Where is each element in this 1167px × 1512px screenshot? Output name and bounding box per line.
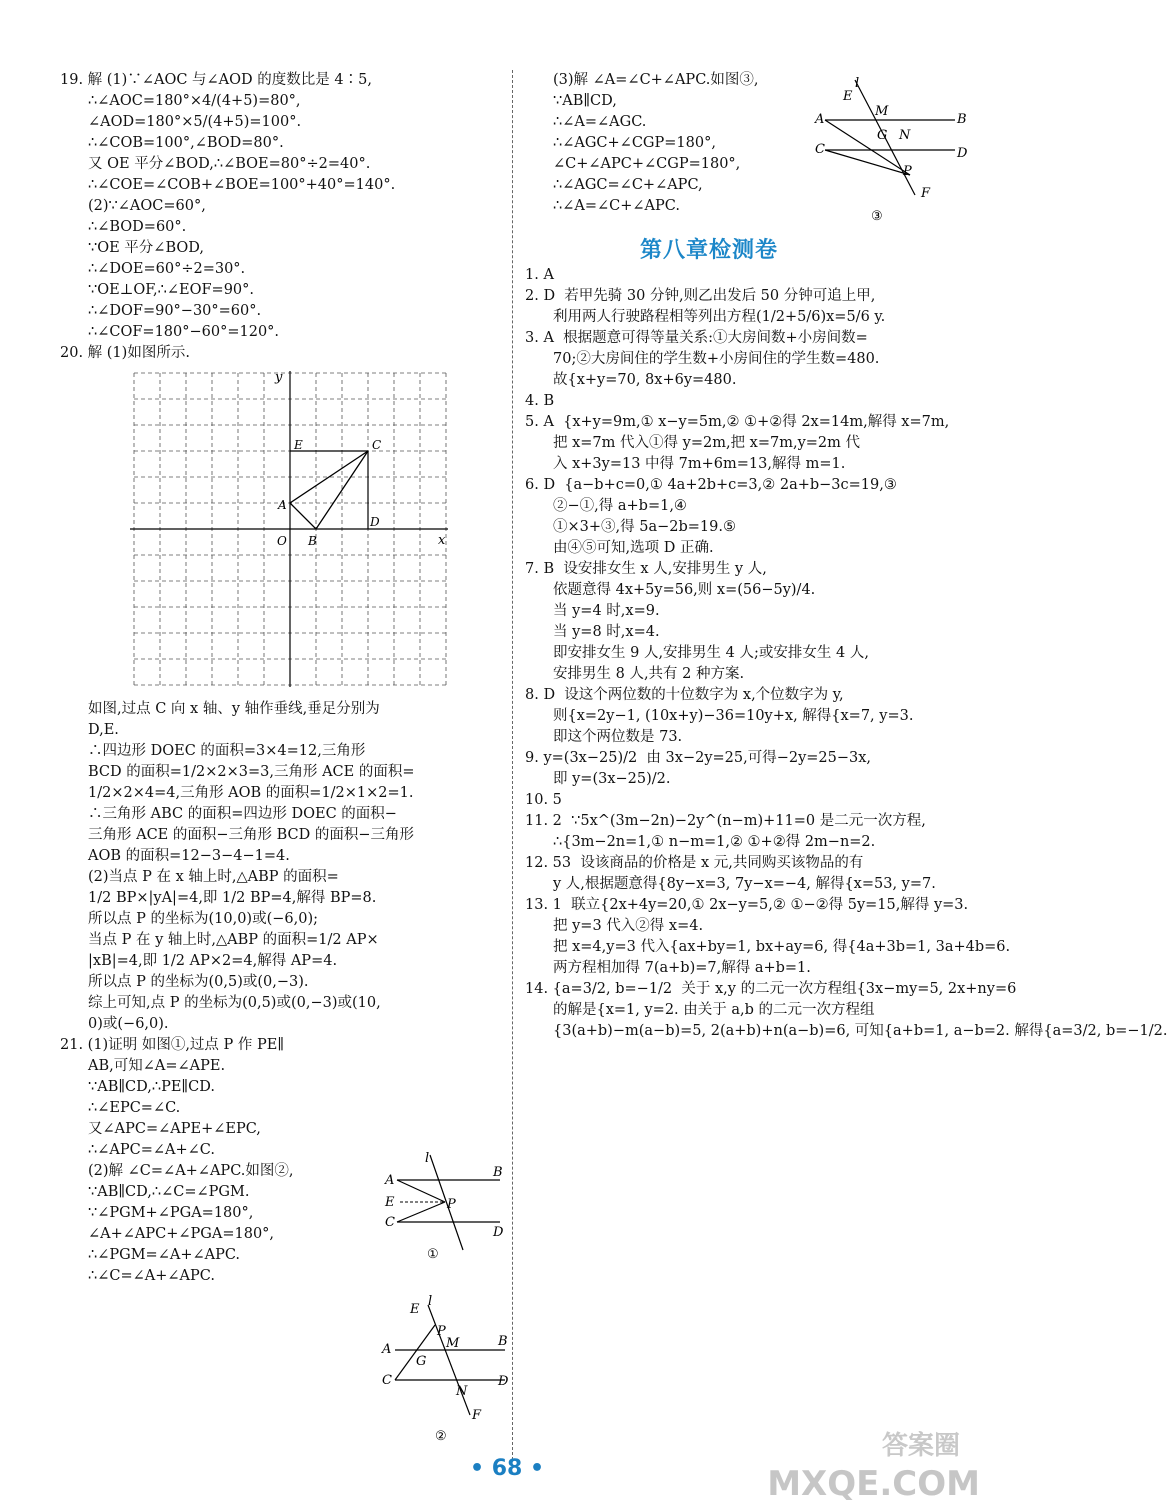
text-line: 0)或(−6,0). (88, 1016, 169, 1032)
text-line: 21. (1)证明 如图①,过点 P 作 PE∥ (60, 1037, 285, 1053)
svg-text:G: G (416, 1354, 427, 1369)
text-line: ②−①,得 a+b=1,④ (553, 498, 687, 514)
text-line: ∴∠EPC=∠C. (88, 1100, 181, 1116)
svg-text:B: B (957, 112, 967, 127)
svg-text:B: B (493, 1165, 503, 1180)
text-line: |xB|=4,即 1/2 AP×2=4,解得 AP=4. (88, 953, 338, 969)
svg-text:A: A (278, 498, 287, 512)
text-line: {3(a+b)−m(a−b)=5, 2(a+b)+n(a−b)=6, 可知{a+b=1, a−b=2. 解得{a=3/2, b=−1/2. (553, 1023, 1167, 1039)
text-line: 2. D 若甲先骑 30 分钟,则乙出发后 50 分钟可追上甲, (525, 288, 876, 304)
text-line: ∵AB∥CD,∴PE∥CD. (88, 1079, 215, 1095)
svg-text:P: P (447, 1197, 456, 1212)
left-column (60, 70, 500, 1287)
text-line: 的解是{x=1, y=2. 由关于 a,b 的二元一次方程组 (553, 1002, 875, 1018)
text-line: 入 x+3y=13 中得 7m+6m=13,解得 m=1. (553, 456, 846, 472)
text-line: 则{x=2y−1, (10x+y)−36=10y+x, 解得{x=7, y=3. (553, 708, 914, 724)
text-line: 20. 解 (1)如图所示. (60, 345, 190, 361)
text-line: ∴∠COE=∠COB+∠BOE=100°+40°=140°. (88, 177, 396, 193)
text-line: ∴∠A=∠AGC. (553, 114, 647, 130)
text-line: 7. B 设安排女生 x 人,安排男生 y 人, (525, 561, 767, 577)
text-line: 把 x=4,y=3 代入{ax+by=1, bx+ay=6, 得{4a+3b=1, 3a+4b=6. (553, 939, 1011, 955)
text-line: 安排男生 8 人,共有 2 种方案. (553, 666, 745, 682)
figure-2 (380, 1295, 515, 1445)
text-line: ∴三角形 ABC 的面积=四边形 DOEC 的面积− (88, 806, 397, 822)
text-line: 4. B (525, 393, 555, 409)
page-number: • 68 • (470, 1456, 545, 1481)
figure-1 (385, 1150, 505, 1265)
text-line: 即安排女生 9 人,安排男生 4 人;或安排女生 4 人, (553, 645, 869, 661)
text-line: 又∠APC=∠APE+∠EPC, (88, 1121, 261, 1137)
watermark: MXQE.COM (767, 1464, 980, 1504)
text-line: ∴∠COB=100°,∠BOD=80°. (88, 135, 284, 151)
text-line: 三角形 ACE 的面积−三角形 BCD 的面积−三角形 (88, 827, 415, 843)
svg-text:D: D (498, 1374, 509, 1389)
text-line: ∴∠BOD=60°. (88, 219, 187, 235)
svg-text:E: E (294, 438, 303, 452)
text-line: 12. 53 设该商品的价格是 x 元,共同购买该物品的有 (525, 855, 864, 871)
text-line: ∴四边形 DOEC 的面积=3×4=12,三角形 (88, 743, 366, 759)
text-line: ∠A+∠APC+∠PGA=180°, (88, 1226, 275, 1242)
svg-text:③: ③ (871, 209, 883, 224)
text-line: ∠AOD=180°×5/(4+5)=100°. (88, 114, 302, 130)
text-line: (3)解 ∠A=∠C+∠APC.如图③, (553, 72, 759, 88)
svg-text:D: D (370, 515, 380, 529)
svg-text:A: A (385, 1173, 395, 1188)
text-line: 由④⑤可知,选项 D 正确. (553, 540, 714, 556)
text-line: 8. D 设这个两位数的十位数字为 x,个位数字为 y, (525, 687, 844, 703)
text-line: 10. 5 (525, 792, 562, 808)
text-line: 所以点 P 的坐标为(10,0)或(−6,0); (88, 911, 318, 927)
svg-text:l: l (855, 76, 860, 91)
text-line: ∵∠PGM+∠PGA=180°, (88, 1205, 254, 1221)
svg-text:C: C (382, 1373, 392, 1388)
text-line: 又 OE 平分∠BOD,∴∠BOE=80°÷2=40°. (88, 156, 371, 172)
right-text-block-top (525, 70, 815, 217)
text-line: ∴∠DOF=90°−30°=60°. (88, 303, 262, 319)
text-line: 如图,过点 C 向 x 轴、y 轴作垂线,垂足分别为 (88, 701, 380, 717)
svg-text:A: A (815, 112, 825, 127)
svg-text:M: M (875, 104, 889, 119)
text-line: 11. 2 ∵5x^(3m−2n)−2y^(n−m)+11=0 是二元一次方程, (525, 813, 926, 829)
text-line: D,E. (88, 722, 119, 738)
text-line: 当 y=8 时,x=4. (553, 624, 660, 640)
section-title: 第八章检测卷 (640, 238, 779, 263)
text-line: (2)∵∠AOC=60°, (88, 198, 206, 214)
text-line: 当 y=4 时,x=9. (553, 603, 660, 619)
text-line: ∴∠A=∠C+∠APC. (553, 198, 680, 214)
svg-text:M: M (446, 1336, 460, 1351)
text-line: 13. 1 联立{2x+4y=20,① 2x−y=5,② ①−②得 5y=15,解得 y=3. (525, 897, 969, 913)
svg-text:E: E (843, 89, 853, 104)
svg-text:l: l (425, 1151, 430, 1166)
svg-text:P: P (437, 1324, 446, 1339)
y-axis-label: y (275, 370, 283, 385)
text-line: ∴∠DOE=60°÷2=30°. (88, 261, 246, 277)
figure-3 (815, 75, 968, 225)
svg-text:N: N (899, 128, 911, 143)
svg-text:P: P (903, 164, 912, 179)
column-divider (512, 70, 513, 1460)
svg-text:①: ① (427, 1247, 439, 1262)
text-line: 当点 P 在 y 轴上时,△ABP 的面积=1/2 AP× (88, 932, 379, 948)
x-axis-label: x (438, 533, 446, 548)
text-line: 利用两人行驶路程相等列出方程(1/2+5/6)x=5/6 y. (553, 309, 886, 325)
text-line: ∴∠COF=180°−60°=120°. (88, 324, 280, 340)
text-line: 1/2 BP×|yA|=4,即 1/2 BP=4,解得 BP=8. (88, 890, 377, 906)
svg-text:②: ② (435, 1429, 447, 1444)
svg-text:B: B (498, 1334, 508, 1349)
svg-text:E: E (410, 1302, 420, 1317)
text-line: ∴∠APC=∠A+∠C. (88, 1142, 215, 1158)
text-line: 5. A {x+y=9m,① x−y=5m,② ①+②得 2x=14m,解得 x=7m, (525, 414, 950, 430)
text-line: 1/2×2×4=4,三角形 AOB 的面积=1/2×1×2=1. (88, 785, 414, 801)
text-line: 依题意得 4x+5y=56,则 x=(56−5y)/4. (553, 582, 816, 598)
svg-text:C: C (815, 142, 825, 157)
text-line: ∵AB∥CD, (553, 93, 617, 109)
svg-text:F: F (472, 1408, 482, 1423)
svg-text:D: D (957, 146, 968, 161)
svg-text:D: D (493, 1225, 504, 1240)
text-line: 两方程相加得 7(a+b)=7,解得 a+b=1. (553, 960, 811, 976)
text-line: ∠C+∠APC+∠CGP=180°, (553, 156, 741, 172)
coordinate-grid-svg (130, 369, 450, 689)
left-text-block-1 (60, 70, 500, 364)
text-line: 1. A (525, 267, 554, 283)
text-line: 故{x+y=70, 8x+6y=480. (553, 372, 737, 388)
text-line: (2)当点 P 在 x 轴上时,△ABP 的面积= (88, 869, 339, 885)
text-line: 9. y=(3x−25)/2 由 3x−2y=25,可得−2y=25−3x, (525, 750, 872, 766)
text-line: 把 y=3 代入②得 x=4. (553, 918, 704, 934)
text-line: ∴∠PGM=∠A+∠APC. (88, 1247, 241, 1263)
text-line: 3. A 根据题意可得等量关系:①大房间数+小房间数= (525, 330, 868, 346)
text-line: ∴∠C=∠A+∠APC. (88, 1268, 215, 1284)
svg-text:l: l (428, 1294, 433, 1309)
text-line: 即 y=(3x−25)/2. (553, 771, 671, 787)
text-line: ∴∠AGC=∠C+∠APC, (553, 177, 703, 193)
text-line: 19. 解 (1)∵∠AOC 与∠AOD 的度数比是 4∶5, (60, 72, 372, 88)
svg-text:F: F (921, 186, 931, 201)
text-line: ①×3+③,得 5a−2b=19.⑤ (553, 519, 736, 535)
text-line: 即这个两位数是 73. (553, 729, 683, 745)
svg-text:G: G (877, 128, 888, 143)
right-answers (525, 265, 1167, 1042)
text-line: y 人,根据题意得{8y−x=3, 7y−x=−4, 解得{x=53, y=7. (553, 876, 936, 892)
svg-text:A: A (382, 1342, 392, 1357)
text-line: AOB 的面积=12−3−4−1=4. (88, 848, 290, 864)
text-line: (2)解 ∠C=∠A+∠APC.如图②, (88, 1163, 294, 1179)
svg-text:C: C (372, 438, 382, 452)
text-line: 6. D {a−b+c=0,① 4a+2b+c=3,② 2a+b−3c=19,③ (525, 477, 897, 493)
watermark-logo: 答案圈 (881, 1431, 960, 1461)
text-line: ∵AB∥CD,∴∠C=∠PGM. (88, 1184, 250, 1200)
text-line: AB,可知∠A=∠APE. (88, 1058, 226, 1074)
text-line: 综上可知,点 P 的坐标为(0,5)或(0,−3)或(10, (88, 995, 381, 1011)
text-line: 把 x=7m 代入①得 y=2m,把 x=7m,y=2m 代 (553, 435, 860, 451)
text-line: ∴∠AGC+∠CGP=180°, (553, 135, 716, 151)
text-line: 70;②大房间住的学生数+小房间住的学生数=480. (553, 351, 880, 367)
text-line: ∵OE⊥OF,∴∠EOF=90°. (88, 282, 254, 298)
text-line: ∵OE 平分∠BOD, (88, 240, 204, 256)
svg-text:O: O (277, 534, 287, 548)
text-line: 所以点 P 的坐标为(0,5)或(0,−3). (88, 974, 309, 990)
coordinate-grid-figure (60, 364, 500, 699)
text-line: 14. {a=3/2, b=−1/2 关于 x,y 的二元一次方程组{3x−my=5, 2x+ny=6 (525, 981, 1017, 997)
svg-text:N: N (456, 1384, 468, 1399)
svg-text:C: C (385, 1215, 395, 1230)
svg-text:B: B (308, 534, 317, 548)
text-line: BCD 的面积=1/2×2×3=3,三角形 ACE 的面积= (88, 764, 415, 780)
svg-text:E: E (385, 1195, 395, 1210)
text-line: ∴∠AOC=180°×4/(4+5)=80°, (88, 93, 301, 109)
text-line: ∴{3m−2n=1,① n−m=1,② ①+②得 2m−n=2. (553, 834, 876, 850)
